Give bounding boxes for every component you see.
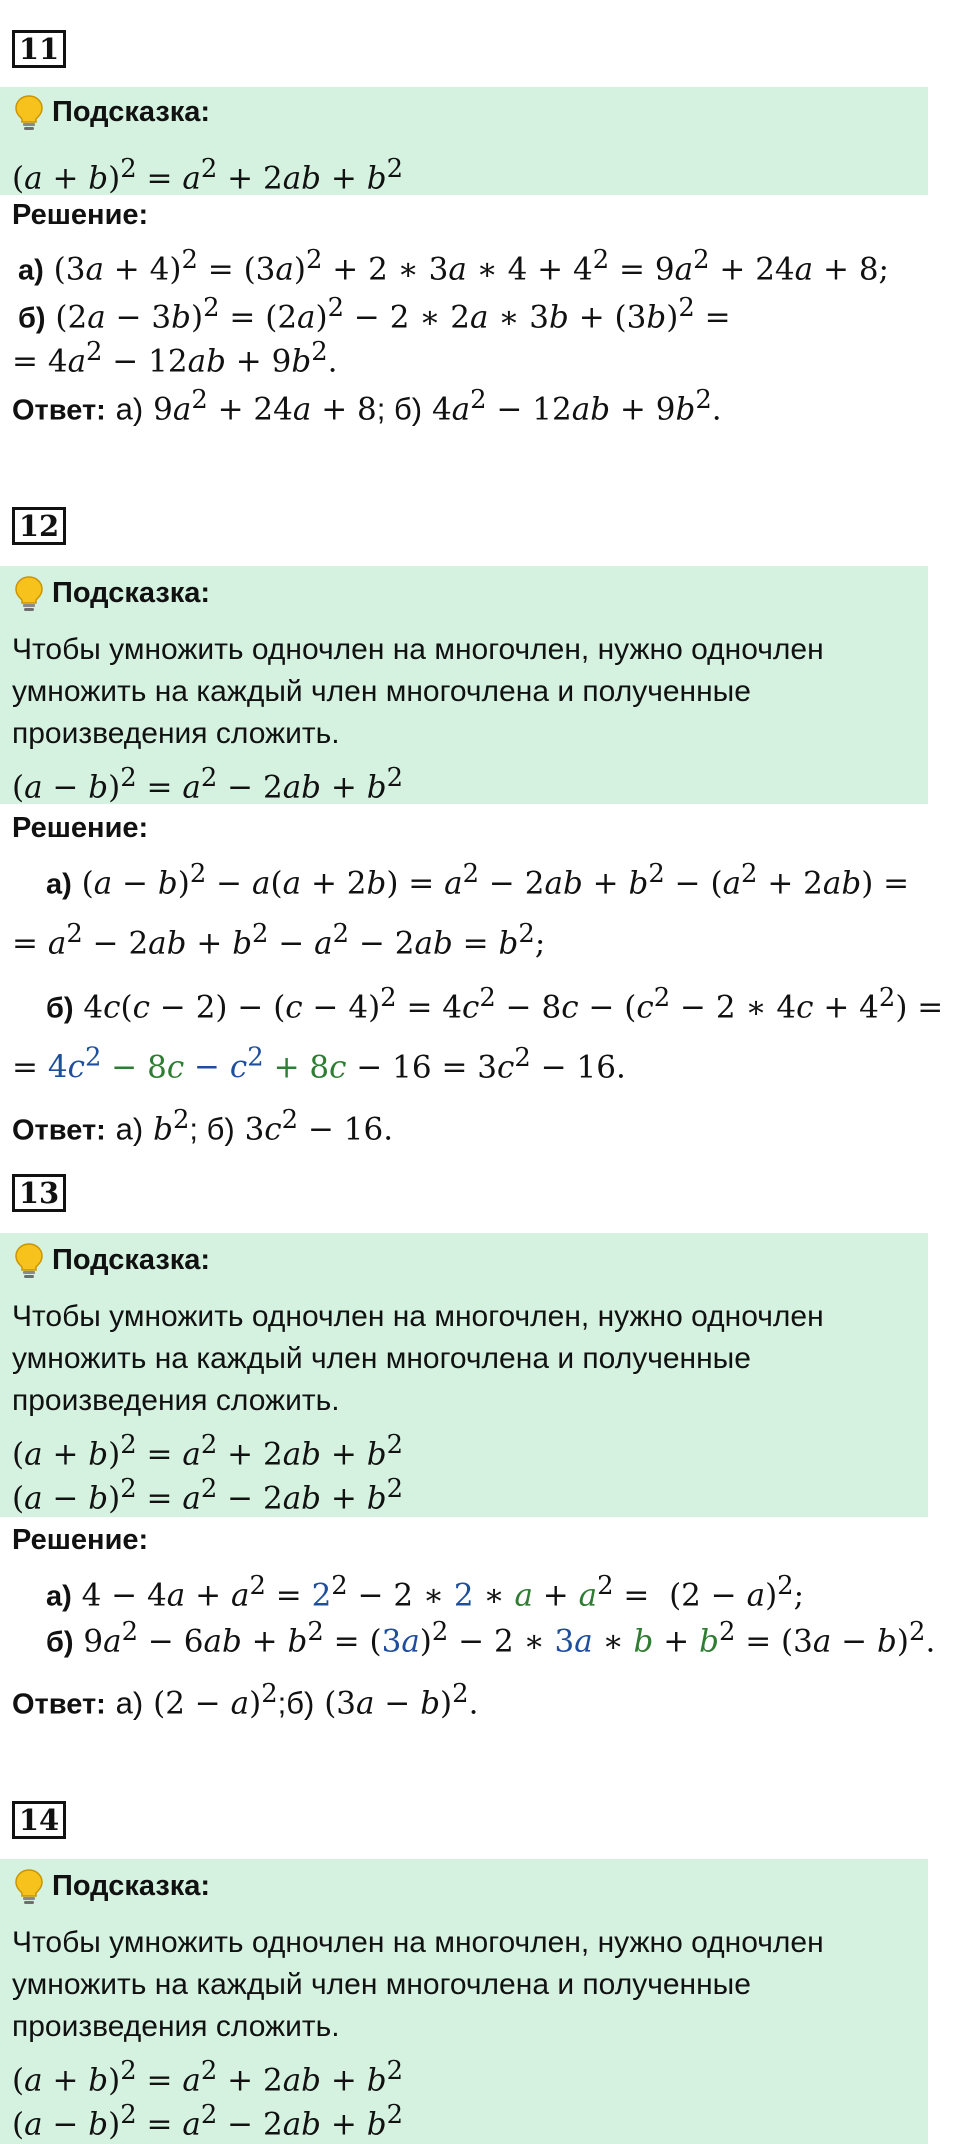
task-number-14: 14 [12, 1801, 66, 1839]
hint-formula: $(a + b)^2 = a^2 + 2ab + b^2$ [12, 154, 404, 197]
hint-text-line: Чтобы умножить одночлен на многочлен, нужно одночлен [12, 1926, 824, 1959]
task11-part-b-line1: б) $(2a - 3b)^2 = (2a)^2 - 2$ ∗ 2a ∗ $3b + (3b)^2$ = [18, 293, 731, 336]
solution-label: Решение: [12, 199, 149, 231]
hint-formula: $(a - b)^2 = a^2 - 2ab + b^2$ [12, 1474, 404, 1517]
hint-label: Подсказка: [52, 1243, 211, 1276]
hint-box-14 [0, 1859, 928, 2144]
task11-answer: Ответ: а) $9a^2 + 24a + 8$; б) $4a^2 - 12ab + 9b^2$. [12, 385, 722, 428]
hint-header [12, 93, 210, 131]
task-number-12: 12 [12, 507, 66, 545]
hint-header [12, 574, 210, 612]
task12-part-a-line1: а) $(a - b)^2 - a(a + 2b) = a^2 - 2ab + b^2 - (a^2 + 2ab)$ = [46, 859, 910, 902]
hint-box-12 [0, 566, 928, 804]
task12-part-a-line2: = $a^2 - 2ab + b^2 - a^2 - 2ab = b^2$; [12, 919, 546, 962]
hint-formula: $(a - b)^2 = a^2 - 2ab + b^2$ [12, 763, 404, 806]
hint-text-line: умножить на каждый член многочлена и полученные [12, 1968, 751, 2001]
hint-text-line: произведения сложить. [12, 1384, 340, 1417]
task-number-11: 11 [12, 30, 66, 68]
task13-part-a: а) $4 - 4a + a^2 = 2^2 - 2$ ∗ 2 ∗ $a + a^2 = (2 - a)^2$; [46, 1571, 805, 1614]
hint-label: Подсказка: [52, 576, 211, 609]
hint-formula: $(a - b)^2 = a^2 - 2ab + b^2$ [12, 2100, 404, 2143]
hint-label: Подсказка: [52, 1869, 211, 1902]
lightbulb-icon [12, 1241, 46, 1279]
hint-text-line: произведения сложить. [12, 2010, 340, 2043]
hint-text-line: Чтобы умножить одночлен на многочлен, нужно одночлен [12, 633, 824, 666]
hint-box-13 [0, 1233, 928, 1517]
hint-text-line: Чтобы умножить одночлен на многочлен, нужно одночлен [12, 1300, 824, 1333]
hint-box-11 [0, 87, 928, 195]
answer-label: Ответ: [12, 394, 106, 427]
solution-label: Решение: [12, 1524, 149, 1556]
task11-part-b-line2: = $4a^2 - 12ab + 9b^2$. [12, 337, 338, 380]
hint-header [12, 1867, 210, 1905]
hint-formula: $(a + b)^2 = a^2 + 2ab + b^2$ [12, 1430, 404, 1473]
solution-label: Решение: [12, 812, 149, 844]
answer-label: Ответ: [12, 1688, 106, 1721]
task12-part-b-line1: б) $4c(c - 2) - (c - 4)^2 = 4c^2 - 8c - (c^2 - 2$ ∗ $4c + 4^2$) = [46, 983, 944, 1026]
hint-label: Подсказка: [52, 95, 211, 128]
task13-part-b: б) $9a^2 - 6ab + b^2 = (3a)^2 - 2$ ∗ 3a ∗ $b + b^2 = (3a - b)^2$. [46, 1617, 936, 1660]
lightbulb-icon [12, 574, 46, 612]
task12-answer: Ответ: а) $b^2$; б) $3c^2 - 16$. [12, 1105, 394, 1148]
task-number-13: 13 [12, 1174, 66, 1212]
hint-text-line: произведения сложить. [12, 717, 340, 750]
hint-header [12, 1241, 210, 1279]
task13-answer: Ответ: а) $(2 - a)^2;б$) $(3a - b)^2$. [12, 1679, 479, 1722]
lightbulb-icon [12, 1867, 46, 1905]
hint-text-line: умножить на каждый член многочлена и полученные [12, 1342, 751, 1375]
hint-formula: $(a + b)^2 = a^2 + 2ab + b^2$ [12, 2056, 404, 2099]
lightbulb-icon [12, 93, 46, 131]
task11-part-a: а) $(3a + 4)^2 = (3a)^2 + 2$ ∗ 3a ∗ $4 + 4^2 = 9a^2 + 24a + 8$; [18, 245, 889, 288]
answer-label: Ответ: [12, 1114, 106, 1147]
hint-text-line: умножить на каждый член многочлена и полученные [12, 675, 751, 708]
task12-part-b-line2: = $4c^2 - 8c - c^2 + 8c - 16 = 3c^2 - 16$. [12, 1043, 626, 1086]
